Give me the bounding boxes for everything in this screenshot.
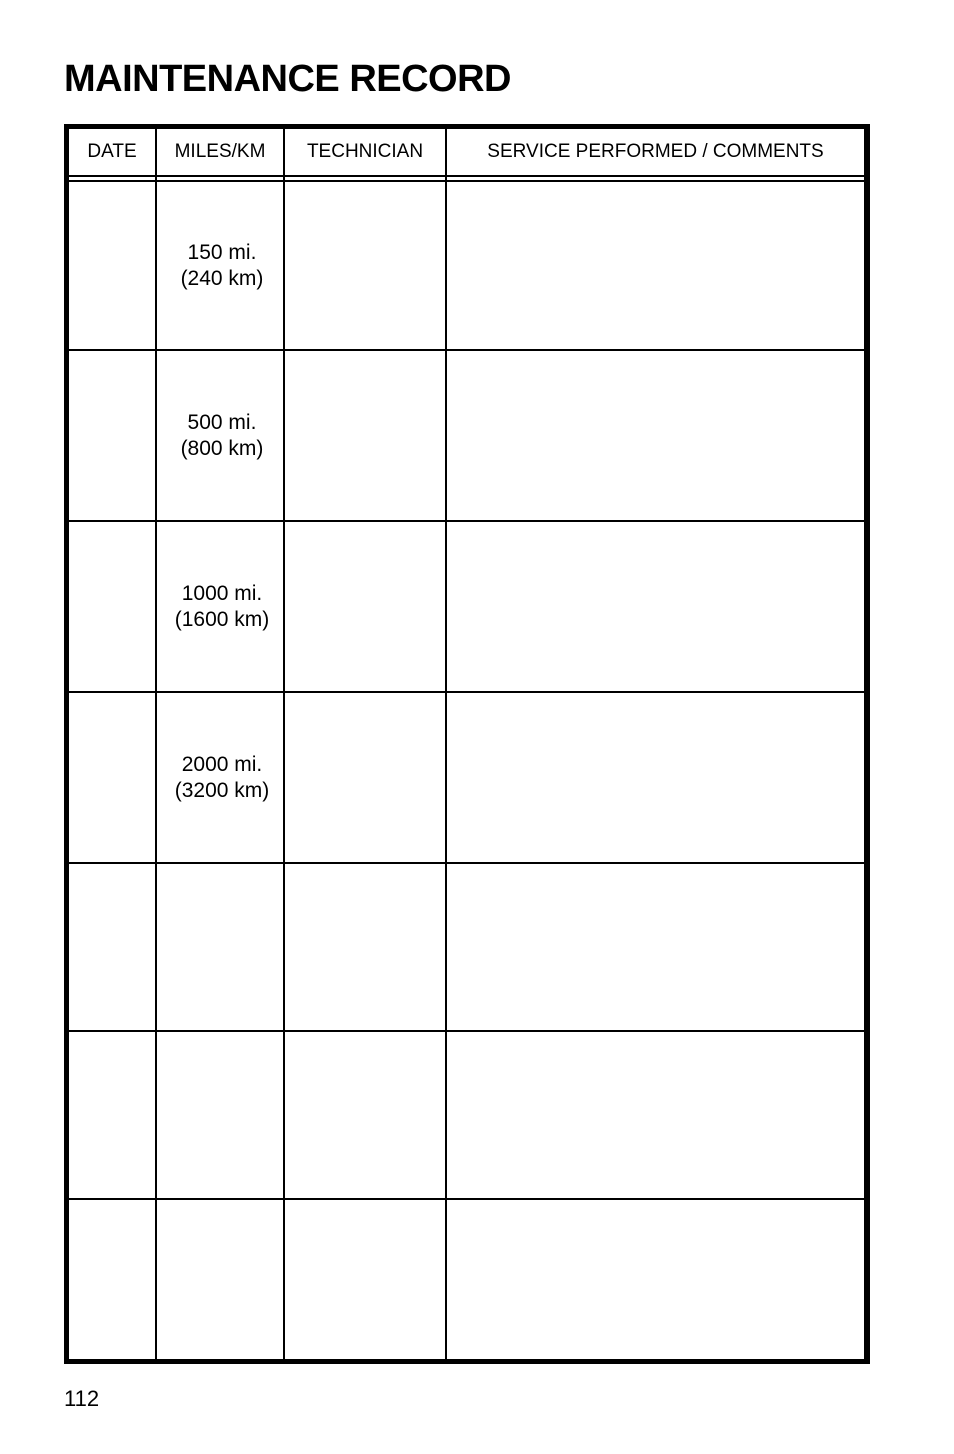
row-divider: [69, 862, 864, 864]
table-row-miles: [157, 693, 287, 862]
miles-value: 150 mi.: [187, 240, 257, 264]
header-technician: TECHNICIAN: [306, 141, 424, 162]
page-title: MAINTENANCE RECORD: [64, 58, 511, 100]
km-value: (240 km): [180, 266, 264, 290]
table-row-miles: [157, 522, 287, 691]
row-divider: [69, 1198, 864, 1200]
header-date: DATE: [87, 141, 137, 162]
km-value: (800 km): [180, 436, 264, 460]
miles-value: 1000 mi.: [181, 581, 263, 605]
row-divider: [69, 1030, 864, 1032]
header-miles-km: MILES/KM: [174, 141, 266, 162]
header-service-comments: SERVICE PERFORMED / COMMENTS: [487, 141, 824, 162]
table-row-miles: [157, 351, 287, 520]
km-value: (1600 km): [174, 607, 270, 631]
header-divider: [69, 175, 864, 177]
maintenance-record-table: [64, 124, 870, 1364]
km-value: (3200 km): [174, 778, 270, 802]
page-number: 112: [64, 1386, 100, 1411]
miles-value: 500 mi.: [187, 410, 257, 434]
table-row-miles: [157, 182, 287, 349]
miles-value: 2000 mi.: [181, 752, 263, 776]
column-divider-technician: [445, 129, 447, 1359]
table-header-row: [69, 129, 864, 175]
